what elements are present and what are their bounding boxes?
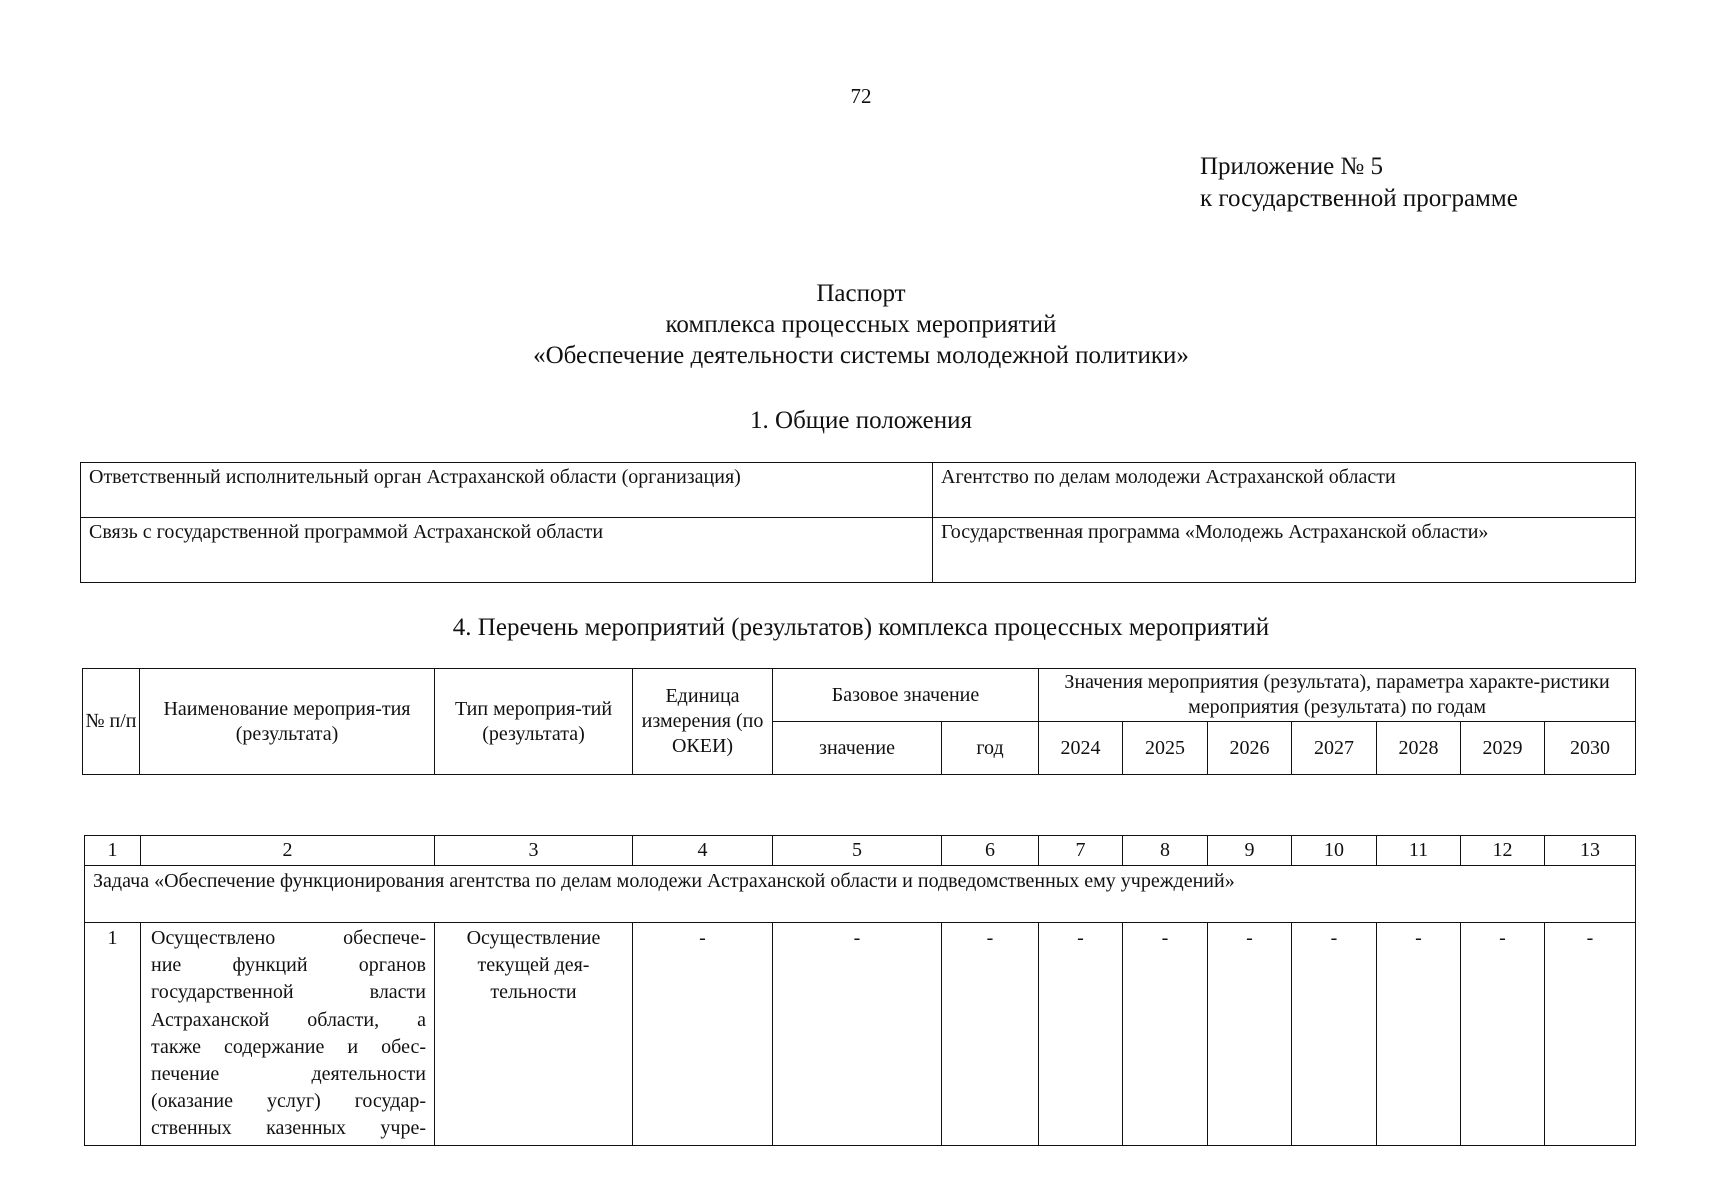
column-number: 7 bbox=[1039, 836, 1123, 866]
header-year: 2027 bbox=[1292, 722, 1377, 775]
section-1-title: 1. Общие положения bbox=[750, 407, 972, 434]
column-number: 6 bbox=[942, 836, 1039, 866]
appendix-note bbox=[1200, 151, 1518, 215]
appendix-line-1: Приложение № 5 bbox=[1200, 153, 1384, 180]
header-year: 2026 bbox=[1208, 722, 1292, 775]
activities-header-table bbox=[82, 668, 1636, 775]
task-text: Задача «Обеспечение функционирования агентства по делам молодежи Астраханской области и подведомственных ему учреждений» bbox=[85, 866, 1636, 923]
row-name-line: также содержание и обес- bbox=[151, 1035, 426, 1058]
row-year-value: - bbox=[1039, 923, 1123, 1146]
row-name-line: ние функций органов bbox=[151, 954, 426, 977]
table-row bbox=[81, 463, 1636, 518]
row-base-year: - bbox=[942, 923, 1039, 1146]
header-num: № п/п bbox=[83, 669, 140, 775]
activities-table bbox=[84, 835, 1636, 1146]
column-number: 9 bbox=[1208, 836, 1292, 866]
row-label: Связь с государственной программой Астраханской области bbox=[81, 518, 933, 583]
row-name-line: печение деятельности bbox=[151, 1063, 426, 1086]
header-year: 2025 bbox=[1123, 722, 1208, 775]
header-name: Наименование мероприя-тия (результата) bbox=[140, 669, 435, 775]
row-name bbox=[141, 923, 435, 1146]
column-number: 11 bbox=[1377, 836, 1461, 866]
page-number: 72 bbox=[850, 84, 872, 108]
column-number: 5 bbox=[773, 836, 942, 866]
row-year-value: - bbox=[1208, 923, 1292, 1146]
row-name-line: Астраханской области, а bbox=[151, 1008, 426, 1031]
table-row bbox=[81, 518, 1636, 583]
table-row bbox=[85, 923, 1636, 1146]
title-line-2: комплекса процессных мероприятий bbox=[665, 311, 1057, 338]
column-number: 2 bbox=[141, 836, 435, 866]
row-value: Агентство по делам молодежи Астраханской области bbox=[933, 463, 1636, 518]
row-label: Ответственный исполнительный орган Астраханской области (организация) bbox=[81, 463, 933, 518]
row-year-value: - bbox=[1123, 923, 1208, 1146]
column-number: 12 bbox=[1461, 836, 1545, 866]
header-type: Тип мероприя-тий (результата) bbox=[435, 669, 633, 775]
header-year: 2028 bbox=[1377, 722, 1461, 775]
header-unit: Единица измерения (по ОКЕИ) bbox=[633, 669, 773, 775]
header-base: Базовое значение bbox=[773, 669, 1039, 722]
header-year: 2029 bbox=[1461, 722, 1545, 775]
row-year-value: - bbox=[1545, 923, 1636, 1146]
title-line-1: Паспорт bbox=[816, 280, 906, 307]
column-number-row bbox=[85, 836, 1636, 866]
column-number: 1 bbox=[85, 836, 141, 866]
header-base-value: значение bbox=[773, 722, 942, 775]
task-row bbox=[85, 866, 1636, 923]
row-base-value: - bbox=[773, 923, 942, 1146]
row-value: Государственная программа «Молодежь Астраханской области» bbox=[933, 518, 1636, 583]
section-4-title: 4. Перечень мероприятий (результатов) комплекса процессных мероприятий bbox=[452, 614, 1270, 641]
row-year-value: - bbox=[1377, 923, 1461, 1146]
appendix-line-2: к государственной программе bbox=[1200, 185, 1518, 212]
column-number: 8 bbox=[1123, 836, 1208, 866]
row-name-line: государственной власти bbox=[151, 981, 426, 1004]
column-number: 10 bbox=[1292, 836, 1377, 866]
column-number: 3 bbox=[435, 836, 633, 866]
header-year: 2024 bbox=[1039, 722, 1123, 775]
title-line-3: «Обеспечение деятельности системы молодежной политики» bbox=[533, 342, 1189, 369]
row-name-line: ственных казенных учре- bbox=[151, 1117, 426, 1140]
row-unit: - bbox=[633, 923, 773, 1146]
column-number: 13 bbox=[1545, 836, 1636, 866]
document-title bbox=[0, 278, 1722, 371]
row-type: Осуществление текущей дея-тельности bbox=[435, 923, 633, 1146]
row-name-line: Осуществлено обеспече- bbox=[151, 927, 426, 949]
row-year-value: - bbox=[1461, 923, 1545, 1146]
row-year-value: - bbox=[1292, 923, 1377, 1146]
row-name-line: (оказание услуг) государ- bbox=[151, 1090, 426, 1113]
header-values-by-year: Значения мероприятия (результата), параметра характе-ристики мероприятия (результата) по годам bbox=[1039, 669, 1636, 722]
row-num: 1 bbox=[85, 923, 141, 1146]
column-number: 4 bbox=[633, 836, 773, 866]
header-year: 2030 bbox=[1545, 722, 1636, 775]
header-base-year: год bbox=[942, 722, 1039, 775]
general-provisions-table bbox=[80, 462, 1636, 583]
